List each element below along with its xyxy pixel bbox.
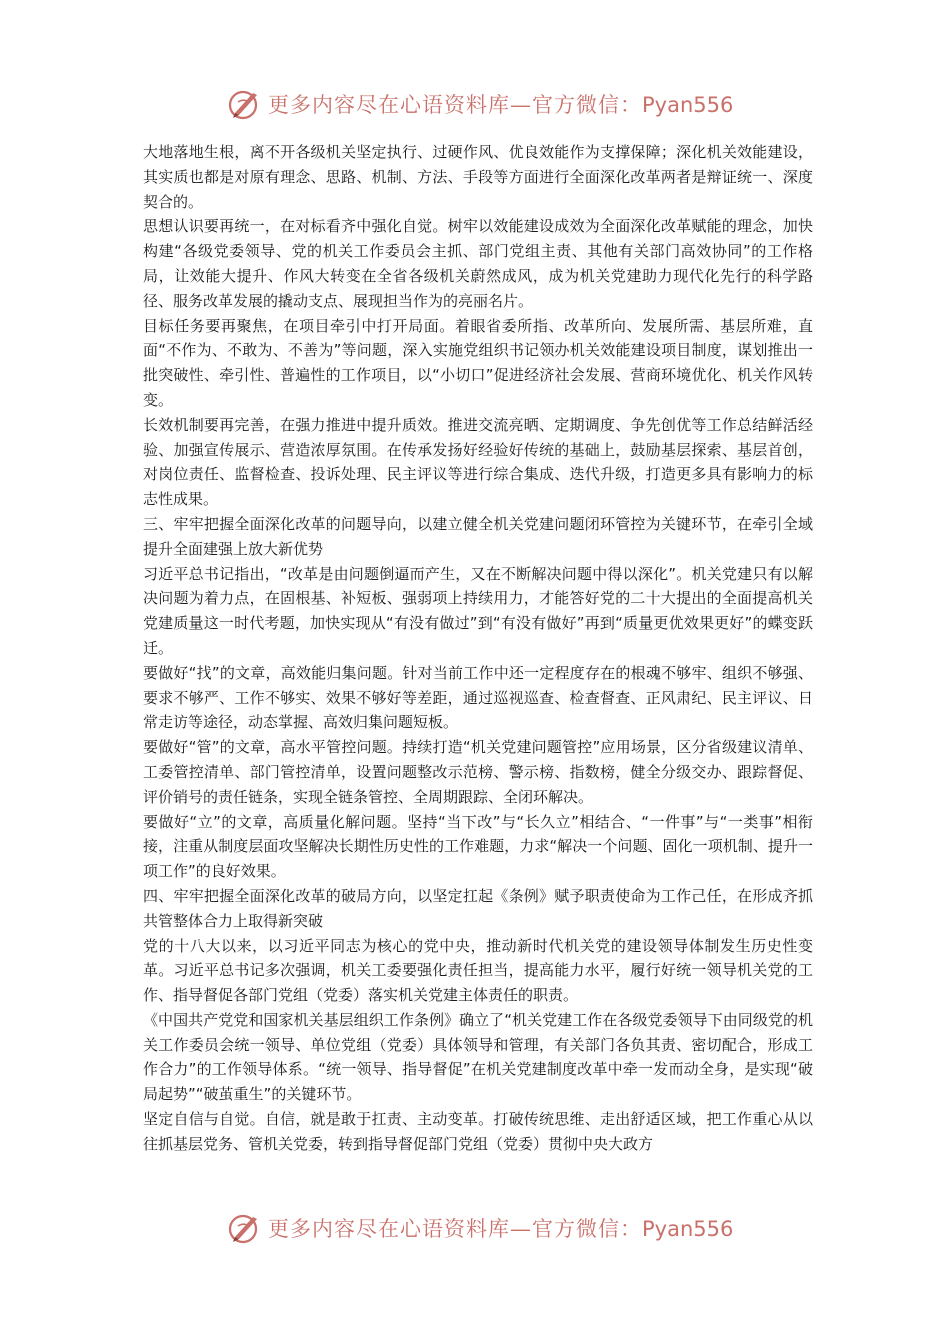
paragraph: 思想认识要再统一，在对标看齐中强化自觉。树牢以效能建设成效为全面深化改革赋能的理念，加快构建“各级党委领导、党的机关工作委员会主抓、部门党组主责、其他有关部门高效协同”的工作格局，让效能大提升、作风大转变在全省各级机关蔚然成风，成为机关党建助力现代化先行的科学路径、服务改革发展的撬动支点、展现担当作为的亮丽名片。: [143, 217, 813, 310]
document-body: [143, 140, 813, 1190]
paragraph: 坚定自信与自觉。自信，就是敢于扛责、主动变革。打破传统思维、走出舒适区域，把工作重心从以往抓基层党务、管机关党委，转到指导督促部门党组（党委）贯彻中央大政方: [143, 1110, 813, 1153]
watermark-wechat-id: Pyan556: [642, 93, 734, 117]
paragraph: 要做好“找”的文章，高效能归集问题。针对当前工作中还一定程度存在的根魂不够牢、组织不够强、要求不够严、工作不够实、效果不够好等差距，通过巡视巡查、检查督查、正风肃纪、民主评议、日常走访等途径，动态掌握、高效归集问题短板。: [143, 663, 813, 732]
watermark-text: [268, 1213, 733, 1243]
paragraph: 习近平总书记指出，“改革是由问题倒逼而产生，又在不断解决问题中得以深化”。机关党建只有以解决问题为着力点，在固根基、补短板、强弱项上持续用力，才能答好党的二十大提出的全面提高机关党建质量这一时代考题，加快实现从“有没有做过”到“有没有做好”再到“质量更优效果更好”的蝶变跃迁。: [143, 564, 813, 657]
paragraph: 要做好“立”的文章，高质量化解问题。坚持“当下改”与“长久立”相结合、“一件事”与“一类事”相衔接，注重从制度层面攻坚解决长期性历史性的工作难题，力求“解决一个问题、固化一项机制、提升一项工作”的良好效果。: [143, 812, 813, 881]
pen-brush-logo-icon: [226, 86, 262, 122]
paragraph: 大地落地生根，离不开各级机关坚定执行、过硬作风、优良效能作为支撑保障；深化机关效能建设，其实质也都是对原有理念、思路、机制、方法、手段等方面进行全面深化改革两者是辩证统一、深度契合的。: [143, 143, 813, 211]
paragraph: 党的十八大以来，以习近平同志为核心的党中央，推动新时代机关党的建设领导体制发生历史性变革。习近平总书记多次强调，机关工委要强化责任担当，提高能力水平，履行好统一领导机关党的工作、指导督促各部门党组（党委）落实机关党建主体责任的职责。: [143, 936, 813, 1005]
watermark-text: [268, 89, 733, 119]
footer-watermark-banner: [226, 1208, 734, 1248]
paragraph: 《中国共产党党和国家机关基层组织工作条例》确立了“机关党建工作在各级党委领导下由同级党的机关工作委员会统一领导、单位党组（党委）具体领导和管理，有关部门各负其责、密切配合，形成工作合力”的工作领导体系。“统一领导、指导督促”在机关党建制度改革中牵一发而动全身，是实现“破局起势”“破茧重生”的关键环节。: [143, 1010, 813, 1104]
header-watermark-banner: [226, 84, 734, 124]
section-heading: 四、牢牢把握全面深化改革的破局方向，以坚定扛起《条例》赋予职责使命为工作己任，在形成齐抓共管整体合力上取得新突破: [143, 886, 813, 930]
pen-brush-logo-icon: [226, 1210, 262, 1246]
watermark-label: 更多内容尽在心语资料库—官方微信：: [268, 1217, 642, 1241]
paragraph: 目标任务要再聚焦，在项目牵引中打开局面。着眼省委所指、改革所向、发展所需、基层所难，直面“不作为、不敢为、不善为”等问题，深入实施党组织书记领办机关效能建设项目制度，谋划推出一批突破性、牵引性、普遍性的工作项目，以“小切口”促进经济社会发展、营商环境优化、机关作风转变。: [143, 316, 813, 409]
paragraph: 要做好“管”的文章，高水平管控问题。持续打造“机关党建问题管控”应用场景，区分省级建议清单、工委管控清单、部门管控清单，设置问题整改示范榜、警示榜、指数榜，健全分级交办、跟踪督促、评价销号的责任链条，实现全链条管控、全周期跟踪、全闭环解决。: [143, 738, 813, 806]
watermark-wechat-id: Pyan556: [642, 1217, 734, 1241]
watermark-label: 更多内容尽在心语资料库—官方微信：: [268, 93, 642, 117]
paragraph: 长效机制要再完善，在强力推进中提升质效。推进交流亮晒、定期调度、争先创优等工作总结鲜活经验、加强宣传展示、营造浓厚氛围。在传承发扬好经验好传统的基础上，鼓励基层探索、基层首创，对岗位责任、监督检查、投诉处理、民主评议等进行综合集成、迭代升级，打造更多具有影响力的标志性成果。: [143, 415, 813, 509]
section-heading: 三、牢牢把握全面深化改革的问题导向，以建立健全机关党建问题闭环管控为关键环节，在牵引全域提升全面建强上放大新优势: [143, 514, 813, 558]
